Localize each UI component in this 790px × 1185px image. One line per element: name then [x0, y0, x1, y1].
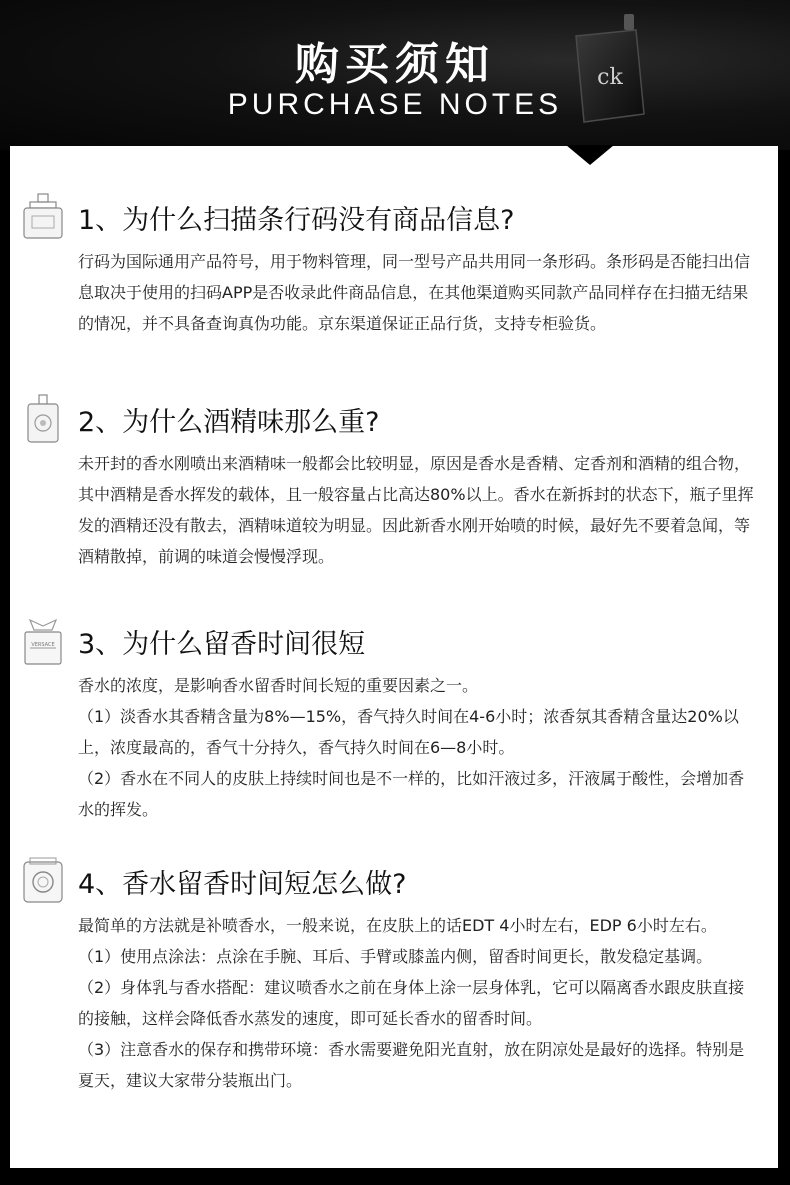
section-paragraph: 未开封的香水刚喷出来酒精味一般都会比较明显，原因是香水是香精、定香剂和酒精的组合物，其中酒精是香水挥发的载体，且一般容量占比高达80%以上。香水在新拆封的状态下，瓶子里挥发的酒精还没有散去，酒精味道较为明显。因此新香水刚开始喷的时候，最好先不要着急闻，等酒精散掉，前调的味道会慢慢浮现。: [78, 454, 754, 566]
page-subtitle: PURCHASE NOTES: [227, 88, 563, 121]
svg-text:VERSACE: VERSACE: [31, 642, 55, 648]
perfume-bottle-icon: [20, 192, 66, 242]
section-title: 1、为什么扫描条行码没有商品信息?: [78, 205, 515, 236]
section-title: 3、为什么留香时间很短: [78, 629, 366, 660]
section-body: [78, 670, 758, 825]
section-body: [78, 910, 758, 1096]
section-title: 4、香水留香时间短怎么做?: [78, 869, 407, 900]
section-paragraph: 行码为国际通用产品符号，用于物料管理，同一型号产品共用同一条形码。条形码是否能扫出信息取决于使用的扫码APP是否收录此件商品信息，在其他渠道购买同款产品同样存在扫描无结果的情况，并不具备查询真伪功能。京东渠道保证正品行货，支持专柜验货。: [78, 252, 751, 333]
section-body: [78, 246, 758, 339]
section-paragraph: （1）淡香水其香精含量为8%—15%，香气持久时间在4-6小时；浓香氛其香精含量达20%以上，浓度最高的，香气十分持久，香气持久时间在6—8小时。: [78, 707, 739, 757]
section-barcode: [20, 192, 760, 339]
section-paragraph: 香水的浓度，是影响香水留香时间长短的重要因素之一。: [78, 676, 479, 695]
perfume-bottle-icon: [20, 856, 66, 906]
section-paragraph: （3）注意香水的保存和携带环境：香水需要避免阳光直射，放在阴凉处是最好的选择。特别是夏天，建议大家带分装瓶出门。: [78, 1040, 745, 1090]
svg-text:ck: ck: [597, 65, 623, 90]
panel-notch: [566, 145, 614, 165]
section-paragraph: （2）身体乳与香水搭配：建议喷香水之前在身体上涂一层身体乳，它可以隔离香水跟皮肤直接的接触，这样会降低香水蒸发的速度，即可延长香水的留香时间。: [78, 978, 745, 1028]
section-tips: [20, 856, 760, 1096]
section-paragraph: （1）使用点涂法：点涂在手腕、耳后、手臂或膝盖内侧，留香时间更长，散发稳定基调。: [78, 947, 713, 966]
section-body: [78, 448, 758, 572]
section-title: 2、为什么酒精味那么重?: [78, 407, 380, 438]
page-title: 购买须知: [295, 39, 495, 90]
section-paragraph: （2）香水在不同人的皮肤上持续时间也是不一样的，比如汗液过多，汗液属于酸性，会增加香水的挥发。: [78, 769, 745, 819]
section-alcohol: [20, 394, 760, 572]
ck-bottle-icon: [558, 14, 648, 124]
section-longevity: [20, 616, 760, 825]
perfume-bottle-icon: [20, 616, 66, 666]
perfume-bottle-icon: [20, 394, 66, 444]
section-paragraph: 最简单的方法就是补喷香水，一般来说，在皮肤上的话EDT 4小时左右，EDP 6小时左右。: [78, 916, 717, 935]
header-banner: [0, 0, 790, 150]
